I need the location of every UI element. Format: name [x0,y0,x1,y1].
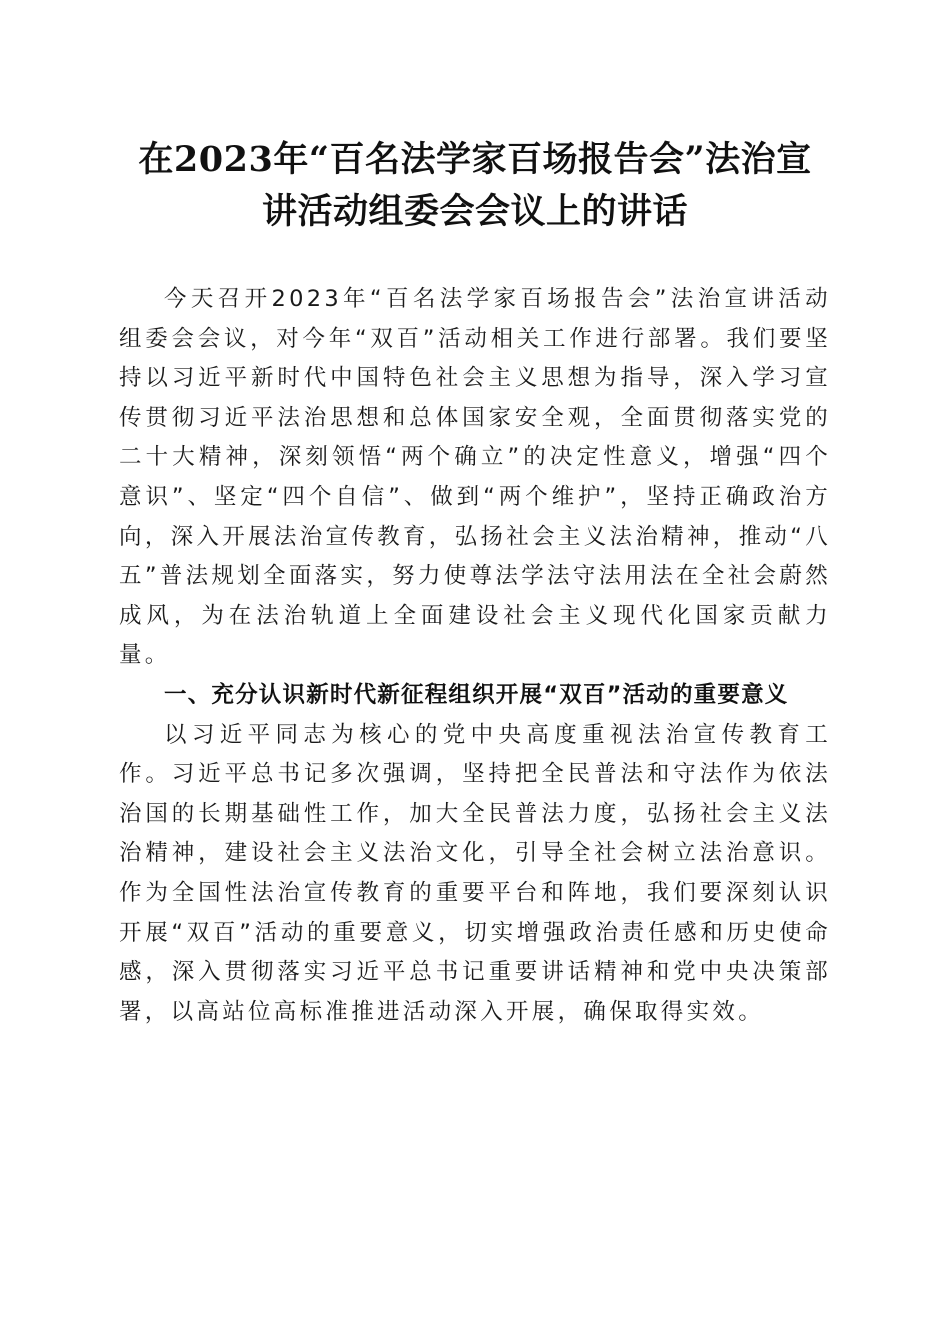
paragraph-opening: 今天召开2023年“百名法学家百场报告会”法治宣讲活动组委会会议，对今年“双百”活动相关工作进行部署。我们要坚持以习近平新时代中国特色社会主义思想为指导，深入学习宣传贯彻习近平法治思想和总体国家安全观，全面贯彻落实党的二十大精神，深刻领悟“两个确立”的决定性意义，增强“四个意识”、坚定“四个自信”、做到“两个维护”，坚持正确政治方向，深入开展法治宣传教育，弘扬社会主义法治精神，推动“八五”普法规划全面落实，努力使尊法学法守法用法在全社会蔚然成风，为在法治轨道上全面建设社会主义现代化国家贡献力量。 [119,286,831,669]
paragraph-section-1: 以习近平同志为核心的党中央高度重视法治宣传教育工作。习近平总书记多次强调，坚持把全民普法和守法作为依法治国的长期基础性工作，加大全民普法力度，弘扬社会主义法治精神，建设社会主义法治文化，引导全社会树立法治意识。作为全国性法治宣传教育的重要平台和阵地，我们要深刻认识开展“双百”活动的重要意义，切实增强政治责任感和历史使命感，深入贯彻落实习近平总书记重要讲话精神和党中央决策部署，以高站位高标准推进活动深入开展，确保取得实效。 [119,721,831,1025]
document-body [119,280,831,1032]
title-line-1: 在2023年“百名法学家百场报告会”法治宣 [138,139,812,180]
section-heading-1: 一、充分认识新时代新征程组织开展“双百”活动的重要意义 [164,681,789,708]
document-title [80,134,870,238]
title-line-2: 讲活动组委会会议上的讲话 [261,191,688,232]
